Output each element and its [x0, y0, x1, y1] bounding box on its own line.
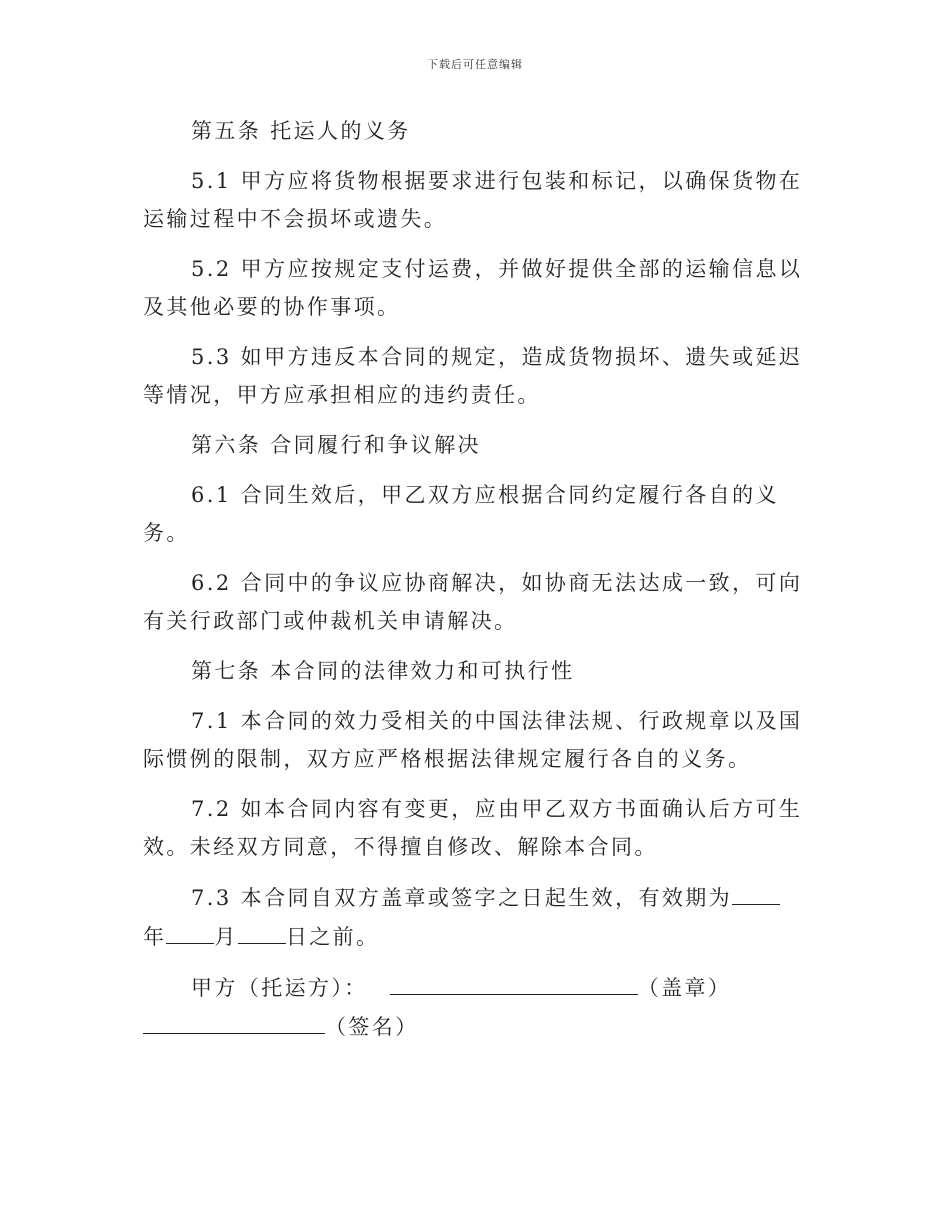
validity-day-blank — [238, 917, 286, 944]
seal-label: （盖章） — [637, 976, 732, 1000]
article-6-title: 第六条 合同履行和争议解决 — [191, 433, 481, 457]
signature-block — [143, 968, 803, 1046]
validity-year-blank — [732, 878, 780, 905]
day-suffix: 日之前。 — [285, 925, 380, 949]
month-label: 月 — [214, 925, 238, 949]
clause-5-1: 5.1 甲方应将货物根据要求进行包装和标记，以确保货物在运输过程中不会损坏或遗失。 — [143, 169, 803, 231]
article-7-title: 第七条 本合同的法律效力和可执行性 — [191, 659, 575, 683]
party-a-label: 甲方（托运方）： — [191, 976, 368, 1000]
clause-6-2: 6.2 合同中的争议应协商解决，如协商无法达成一致，可向有关行政部门或仲裁机关申请解决。 — [143, 571, 803, 633]
sign-label: （签名） — [325, 1015, 419, 1039]
article-5-title: 第五条 托运人的义务 — [191, 119, 411, 143]
clause-7-1: 7.1 本合同的效力受相关的中国法律法规、行政规章以及国际惯例的限制，双方应严格根据法律规定履行各自的义务。 — [143, 709, 803, 771]
clause-7-2: 7.2 如本合同内容有变更，应由甲乙双方书面确认后方可生效。未经双方同意，不得擅自修改、解除本合同。 — [143, 797, 803, 859]
seal-blank — [390, 968, 638, 995]
year-label: 年 — [143, 925, 167, 949]
page-header: 下载后可任意编辑 — [427, 58, 523, 71]
clause-7-3-text: 7.3 本合同自双方盖章或签字之日起生效，有效期为 — [191, 886, 733, 910]
validity-month-blank — [166, 917, 214, 944]
contract-body — [143, 112, 803, 1058]
clause-5-2: 5.2 甲方应按规定支付运费，并做好提供全部的运输信息以及其他必要的协作事项。 — [143, 257, 803, 319]
clause-5-3: 5.3 如甲方违反本合同的规定，造成货物损坏、遗失或延迟等情况，甲方应承担相应的违约责任。 — [143, 345, 803, 407]
clause-6-1: 6.1 合同生效后，甲乙双方应根据合同约定履行各自的义务。 — [143, 483, 779, 545]
signature-blank — [143, 1007, 325, 1034]
clause-7-3 — [143, 878, 803, 956]
